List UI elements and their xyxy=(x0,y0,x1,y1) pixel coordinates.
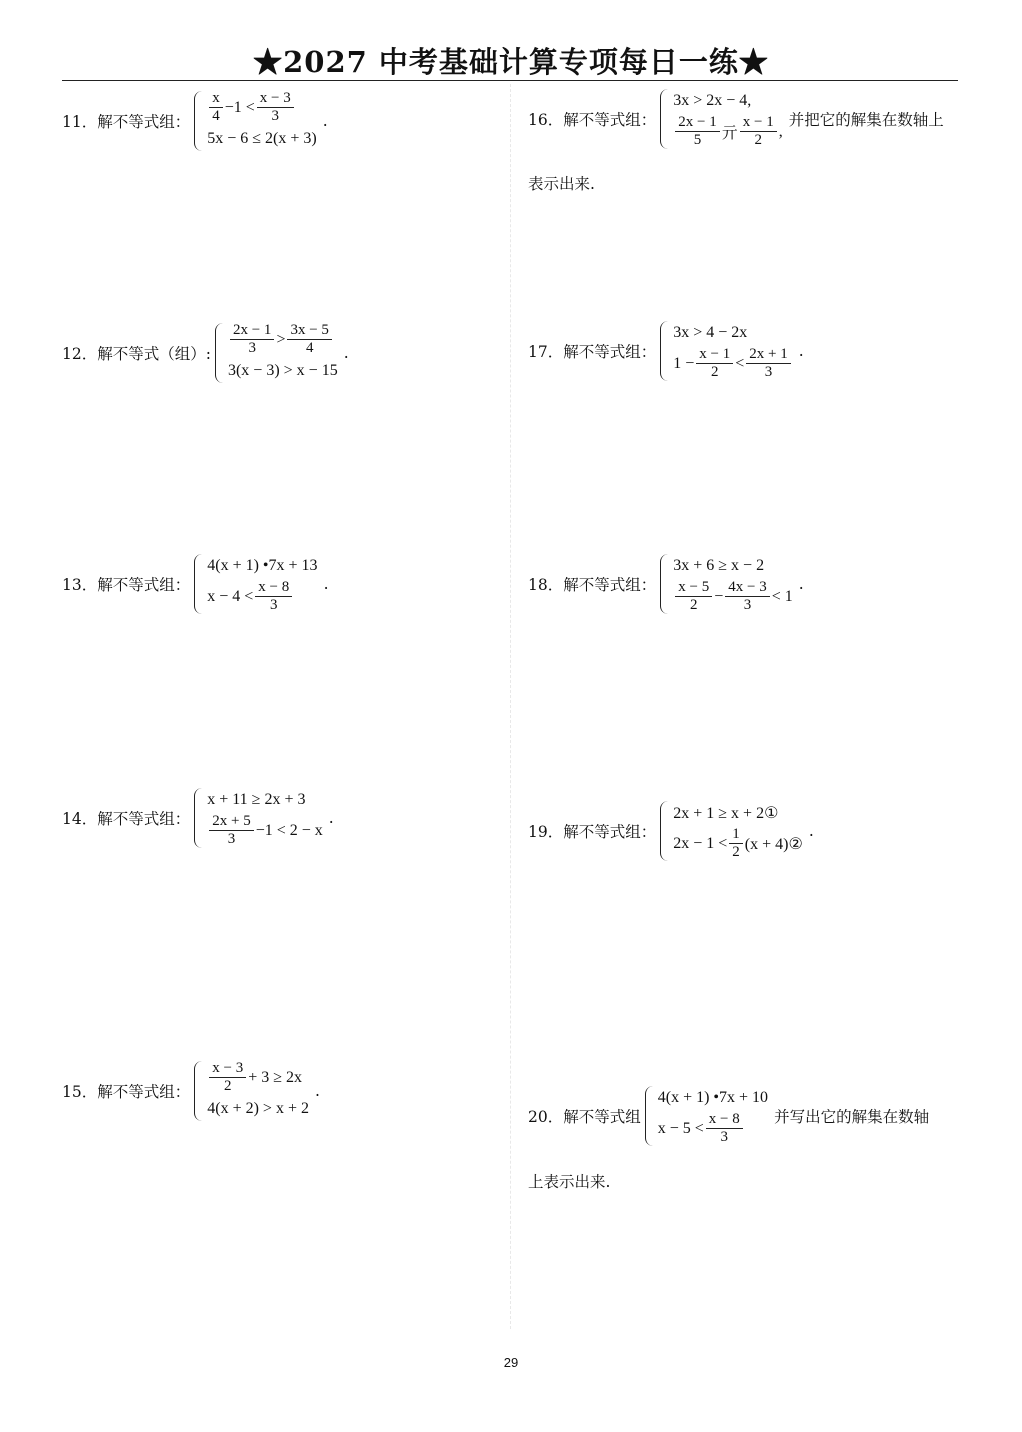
problem-instruction: 解不等式组： xyxy=(563,110,657,129)
inequality-system xyxy=(660,553,793,615)
problem-20-continuation: 上表示出来. xyxy=(528,1173,611,1191)
inequality-2: x − 5 < $\frac{x - 8}{3}$ xyxy=(658,1111,768,1147)
inequality-system xyxy=(660,88,782,150)
problem-20: 20． 解不等式组 4(x + 1) •7x + 10 x − 5 < $\frac{x - 8}{3}$ 并写出它的解集在数轴 xyxy=(528,1085,929,1147)
inequality-system xyxy=(215,322,338,384)
inequality-system xyxy=(660,800,803,862)
problem-number: 14． xyxy=(62,809,98,828)
problem-number: 17． xyxy=(528,342,564,361)
left-brace xyxy=(194,554,204,614)
inequality-1: $\frac{x - 3}{2}$ + 3 ≥ 2x xyxy=(207,1060,309,1096)
problem-19: 19． 解不等式组： 2x + 1 ≥ x + 2① 2x − 1 < $\frac{1}{2}$ (x + 4)② . xyxy=(528,800,814,862)
page-number: 29 xyxy=(503,1355,519,1370)
inequality-1: 4(x + 1) •7x + 13 xyxy=(207,557,318,574)
problem-instruction: 解不等式组 xyxy=(563,1107,641,1126)
left-brace xyxy=(660,321,670,381)
inequality-1: 3x > 4 − 2x xyxy=(673,324,748,341)
inequality-2: $\frac{2x + 5}{3}$ −1 < 2 − x xyxy=(207,813,323,849)
problem-11: 11． 解不等式组： $\frac{x}{4}$ −1 < $\frac{x - 3}{3}$ 5x − 6 ≤ 2(x + 3) . xyxy=(62,90,328,152)
left-brace xyxy=(660,554,670,614)
problem-instruction: 解不等式组： xyxy=(563,342,657,361)
inequality-2: 2x − 1 < $\frac{1}{2}$ (x + 4)② xyxy=(673,826,803,861)
problem-instruction: 解不等式组： xyxy=(563,575,657,594)
left-brace xyxy=(194,91,204,151)
problem-16-continuation: 表示出来. xyxy=(528,175,595,193)
inequality-2: $\frac{x - 5}{2}$ − $\frac{4x - 3}{3}$ < 1 xyxy=(673,579,793,615)
problem-number: 20． xyxy=(528,1107,564,1126)
page-title: ★2027 中考基础计算专项每日一练★ xyxy=(253,45,769,79)
problem-16: 16． 解不等式组： 3x > 2x − 4, $\frac{2x - 1}{5}$ 亓 $\frac{x - 1}{2}$ , 并把它的解集在数轴上 xyxy=(528,88,944,150)
left-brace xyxy=(215,323,225,383)
inequality-1: 2x + 1 ≥ x + 2① xyxy=(673,805,779,822)
problem-instruction: 解不等式组： xyxy=(97,1082,191,1101)
column-divider xyxy=(510,84,511,1329)
inequality-1: 3x + 6 ≥ x − 2 xyxy=(673,557,765,574)
inequality-2: x − 4 < $\frac{x - 8}{3}$ xyxy=(207,579,317,615)
left-brace xyxy=(645,1086,655,1146)
problem-instruction: 解不等式组： xyxy=(97,575,191,594)
inequality-2: 4(x + 2) > x + 2 xyxy=(207,1099,309,1117)
left-brace xyxy=(660,801,670,861)
problem-instruction: 解不等式组： xyxy=(563,822,657,841)
problem-number: 11． xyxy=(62,112,98,131)
problem-18: 18． 解不等式组： 3x + 6 ≥ x − 2 $\frac{x - 5}{2}$ − $\frac{4x - 3}{3}$ < 1 . xyxy=(528,553,804,615)
left-brace xyxy=(194,788,204,848)
problem-12: 12． 解不等式（组）: $\frac{2x - 1}{3}$ > $\frac{3x - 5}{4}$ 3(x − 3) > x − 15 . xyxy=(62,322,349,384)
problem-number: 16． xyxy=(528,110,564,129)
inequality-1: $\frac{x}{4}$ −1 < $\frac{x - 3}{3}$ xyxy=(207,90,316,126)
problem-instruction: 解不等式组： xyxy=(97,112,191,131)
inequality-2: 3(x − 3) > x − 15 xyxy=(227,361,338,379)
inequality-system xyxy=(194,553,317,615)
problem-number: 19． xyxy=(528,822,564,841)
left-brace xyxy=(194,1061,204,1121)
inequality-2: 1 − $\frac{x - 1}{2}$ < $\frac{2x + 1}{3}$ xyxy=(673,346,793,382)
problem-number: 18． xyxy=(528,575,564,594)
inequality-2: 5x − 6 ≤ 2(x + 3) xyxy=(207,129,317,147)
inequality-1: 4(x + 1) •7x + 10 xyxy=(657,1089,769,1106)
problem-number: 15． xyxy=(62,1082,98,1101)
title-rule xyxy=(62,80,958,81)
problem-13: 13． 解不等式组： 4(x + 1) •7x + 13 x − 4 < $\frac{x - 8}{3}$ . xyxy=(62,553,329,615)
inequality-system xyxy=(660,320,793,382)
problem-instruction: 解不等式组： xyxy=(97,809,191,828)
problem-14: 14． 解不等式组： x + 11 ≥ 2x + 3 $\frac{2x + 5}{3}$ −1 < 2 − x . xyxy=(62,787,334,849)
problem-instruction: 解不等式（组）: xyxy=(97,344,211,363)
left-brace xyxy=(660,89,670,149)
problem-15: 15． 解不等式组： $\frac{x - 3}{2}$ + 3 ≥ 2x 4(x + 2) > x + 2 . xyxy=(62,1060,320,1122)
inequality-1: x + 11 ≥ 2x + 3 xyxy=(207,791,306,808)
problem-17: 17． 解不等式组： 3x > 4 − 2x 1 − $\frac{x - 1}{2}$ < $\frac{2x + 1}{3}$ . xyxy=(528,320,804,382)
inequality-system xyxy=(194,1060,309,1122)
inequality-2: $\frac{2x - 1}{5}$ 亓 $\frac{x - 1}{2}$ , xyxy=(673,114,782,150)
problem-number: 12． xyxy=(62,344,98,363)
inequality-system xyxy=(645,1085,768,1147)
inequality-system xyxy=(194,787,323,849)
inequality-system xyxy=(194,90,316,152)
inequality-1: 3x > 2x − 4, xyxy=(673,92,752,109)
problem-number: 13． xyxy=(62,575,98,594)
inequality-1: $\frac{2x - 1}{3}$ > $\frac{3x - 5}{4}$ xyxy=(228,322,338,358)
